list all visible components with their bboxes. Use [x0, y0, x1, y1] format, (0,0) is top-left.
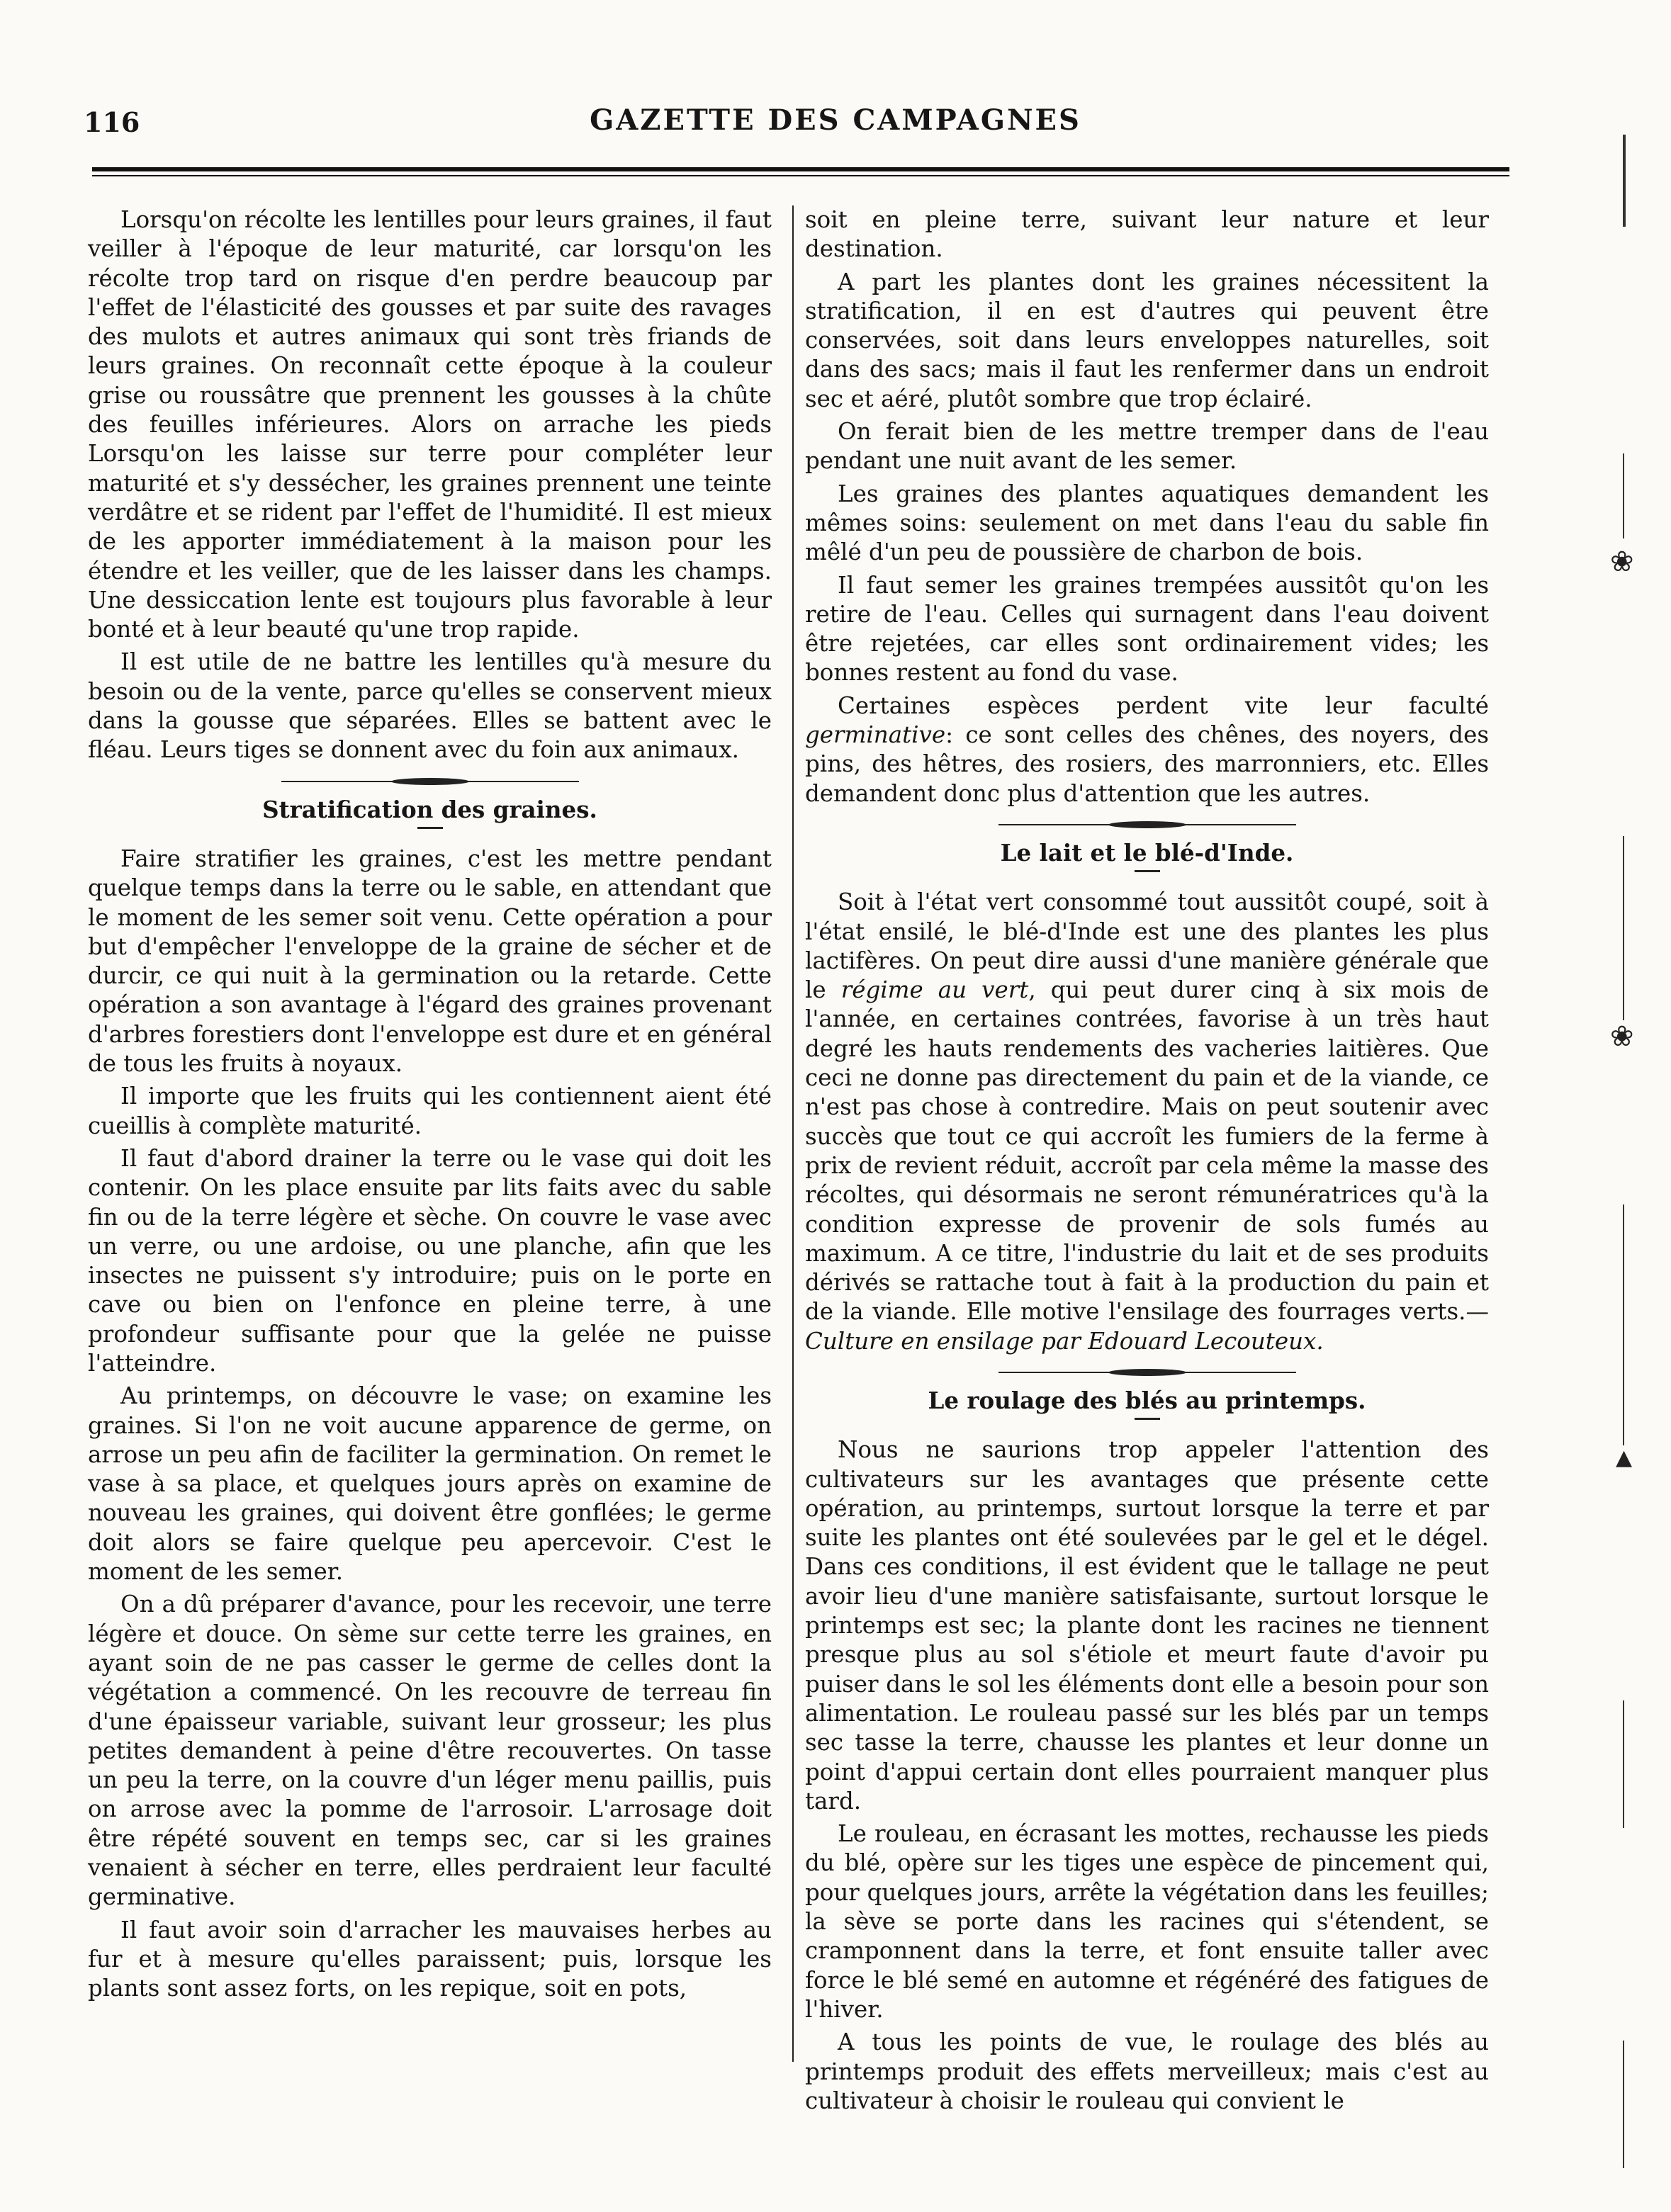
heading-dash [417, 827, 443, 829]
paragraph: Soit à l'état vert consommé tout aussitôt coupé, soit à l'état ensilé, le blé-d'Inde est une des plantes les plus lactifères. On peut dire aussi d'une manière générale que le régime au vert, qui peut durer cinq à six mois de l'année, en certaines contrées, favorise à un très haut degré les hauts rendements des vacheries laitières. Que ceci ne donne pas directement du pain et de la viande, ce n'est pas chose à contredire. Mais on peut soutenir avec succès que tout ce qui accroît les fumiers de la ferme à prix de revient réduit, accroît par cela même la masse des récoltes, qui désormais ne seront rémunératrices qu'à la condition expresse de provenir de sols fumés au maximum. A ce titre, l'industrie du lait et de ses produits dérivés se rattache tout à fait à la production du pain et de la viande. Elle motive l'ensilage des fourrages verts.— Culture en ensilage par Edouard Lecouteux. [805, 888, 1489, 1355]
margin-mark [1623, 453, 1624, 538]
paragraph: Au printemps, on découvre le vase; on examine les graines. Si l'on ne voit aucune apparence de germe, on arrose un peu afin de faciliter la germination. On remet le vase à sa place, et quelques jours après on examine de nouveau les graines, qui doivent être gonflées; le germe doit alors se faire quelque peu apercevoir. C'est le moment de les semer. [88, 1382, 772, 1586]
article-credit: Culture en ensilage par Edouard Lecouteux. [805, 1327, 1324, 1355]
paragraph: Le rouleau, en écrasant les mottes, rechausse les pieds du blé, opère sur les tiges une espèce de pincement qui, pour quelques jours, arrête la végétation dans les feuilles; la sève se porte dans les racines qui s'étendent, se cramponnent dans la terre, et font ensuite taller avec force le blé semé en automne et régénéré des fatigues de l'hiver. [805, 1820, 1489, 2023]
column-divider [792, 205, 794, 2062]
paragraph: soit en pleine terre, suivant leur nature et leur destination. [805, 206, 1489, 263]
section-heading: Le roulage des blés au printemps. [928, 1386, 1366, 1414]
right-column [805, 205, 1489, 2119]
paragraph: Les graines des plantes aquatiques demandent les mêmes soins: seulement on met dans l'eau du sable fin mêlé d'un peu de poussière de charbon de bois. [805, 480, 1489, 566]
margin-mark [1623, 135, 1626, 227]
section-separator [281, 781, 579, 782]
margin-mark [1623, 2041, 1624, 2168]
paragraph: Il importe que les fruits qui les contiennent aient été cueillis à complète maturité. [88, 1083, 772, 1139]
ink-blot-icon: ▲ [1616, 1445, 1633, 1470]
paragraph: Certaines espèces perdent vite leur faculté germinative: ce sont celles des chênes, des noyers, des pins, des hêtres, des rosiers, des marronniers, etc. Elles demandent donc plus d'attention que les autres. [805, 692, 1489, 807]
paragraph: A tous les points de vue, le roulage des blés au printemps produit des effets merveilleux; mais c'est au cultivateur à choisir le rouleau qui convient le [805, 2028, 1489, 2114]
page-number: 116 [84, 106, 140, 138]
ink-blot-icon: ❀ [1610, 1020, 1634, 1053]
paragraph: Il faut d'abord drainer la terre ou le vase qui doit les contenir. On les place ensuite par lits faits avec du sable fin ou de la terre légère et sèche. On couvre le vase avec un verre, ou une ardoise, ou une planche, afin que les insectes ne puissent s'y introduire; puis on le porte en cave ou bien on l'enfonce en pleine terre, à une profondeur suffisante pour que la gelée ne puisse l'atteindre. [88, 1144, 772, 1377]
paragraph: A part les plantes dont les graines nécessitent la stratification, il en est d'autres qui peuvent être conservées, soit dans leurs enveloppes naturelles, soit dans des sacs; mais il faut les renfermer dans un endroit sec et aéré, plutôt sombre que trop éclairé. [805, 268, 1489, 412]
running-title: GAZETTE DES CAMPAGNES [590, 103, 1081, 137]
section-separator [998, 1372, 1296, 1373]
heading-dash [1135, 870, 1160, 872]
margin-mark [1623, 836, 1624, 1020]
paragraph: Il faut avoir soin d'arracher les mauvaises herbes au fur et à mesure qu'elles paraissent; puis, lorsque les plants sont assez forts, on les repique, soit en pots, [88, 1916, 772, 2002]
header-rule-thin [92, 175, 1509, 176]
header-rule-thick [92, 167, 1509, 171]
section-heading: Le lait et le blé-d'Inde. [1000, 838, 1294, 867]
margin-mark [1623, 1700, 1624, 1828]
paragraph: Faire stratifier les graines, c'est les mettre pendant quelque temps dans la terre ou le sable, en attendant que le moment de les semer soit venu. Cette opération a pour but d'empêcher l'enveloppe de la graine de sécher et de durcir, ce qui nuit à la germination ou la retarde. Cette opération a son avantage à l'égard des graines provenant d'arbres forestiers dont l'enveloppe est dure et en général de tous les fruits à noyaux. [88, 845, 772, 1078]
paragraph: Il est utile de ne battre les lentilles qu'à mesure du besoin ou de la vente, parce qu'elles se conservent mieux dans la gousse que séparées. Elles se battent avec le fléau. Leurs tiges se donnent avec du foin aux animaux. [88, 648, 772, 764]
section-separator [998, 824, 1296, 825]
paragraph: On ferait bien de les mettre tremper dans de l'eau pendant une nuit avant de les semer. [805, 418, 1489, 475]
left-column [88, 205, 772, 2007]
ink-blot-icon: ❀ [1610, 546, 1634, 578]
paragraph: On a dû préparer d'avance, pour les recevoir, une terre légère et douce. On sème sur cette terre les graines, en ayant soin de ne pas casser le germe de celles dont la végétation a commencé. On les recouvre de terreau fin d'une épaisseur variable, suivant leur grosseur; les plus petites demandent à peine d'être recouvertes. On tasse un peu la terre, on la couvre d'un léger menu paillis, puis on arrose avec la pomme de l'arrosoir. L'arrosage doit être répété souvent en temps sec, car si les graines venaient à sécher en terre, elles perdraient leur faculté germinative. [88, 1591, 772, 1911]
paragraph: Lorsqu'on récolte les lentilles pour leurs graines, il faut veiller à l'époque de leur maturité, car lorsqu'on les récolte trop tard on risque d'en perdre beaucoup par l'effet de l'élasticité des gousses et par suite des ravages des mulots et autres animaux qui sont très friands de leurs graines. On reconnaît cette époque à la couleur grise ou roussâtre que prennent les gousses à la chûte des feuilles inférieures. Alors on arrache les pieds Lorsqu'on les laisse sur terre pour compléter leur maturité et s'y dessécher, les graines prennent une teinte verdâtre et se rident par l'effet de l'humidité. Il est mieux de les apporter immédiatement à la maison pour les étendre et les veiller, que de les laisser dans les champs. Une dessiccation lente est toujours plus favorable à leur bonté et à leur beauté qu'une trop rapide. [88, 206, 772, 643]
heading-dash [1135, 1418, 1160, 1420]
paragraph: Nous ne saurions trop appeler l'attention des cultivateurs sur les avantages que présente cette opération, au printemps, surtout lorsque la terre et par suite les plantes ont été soulevées par le gel et le dégel. Dans ces conditions, il est évident que le tallage ne peut avoir lieu d'une manière satisfaisante, surtout lorsque le printemps est sec; la plante dont les racines ne tiennent presque plus au sol s'étiole et meurt faute d'avoir pu puiser dans le sol les éléments dont elle a besoin pour son alimentation. Le rouleau passé sur les blés par un temps sec tasse la terre, chausse les plantes et leur donne un point d'appui certain dont elles pourraient manquer plus tard. [805, 1436, 1489, 1815]
paragraph: Il faut semer les graines trempées aussitôt qu'on les retire de l'eau. Celles qui surnagent dans l'eau doivent être rejetées, car elles sont ordinairement vides; les bonnes restent au fond du vase. [805, 571, 1489, 687]
section-heading: Stratification des graines. [262, 795, 597, 823]
margin-mark [1623, 1204, 1624, 1445]
